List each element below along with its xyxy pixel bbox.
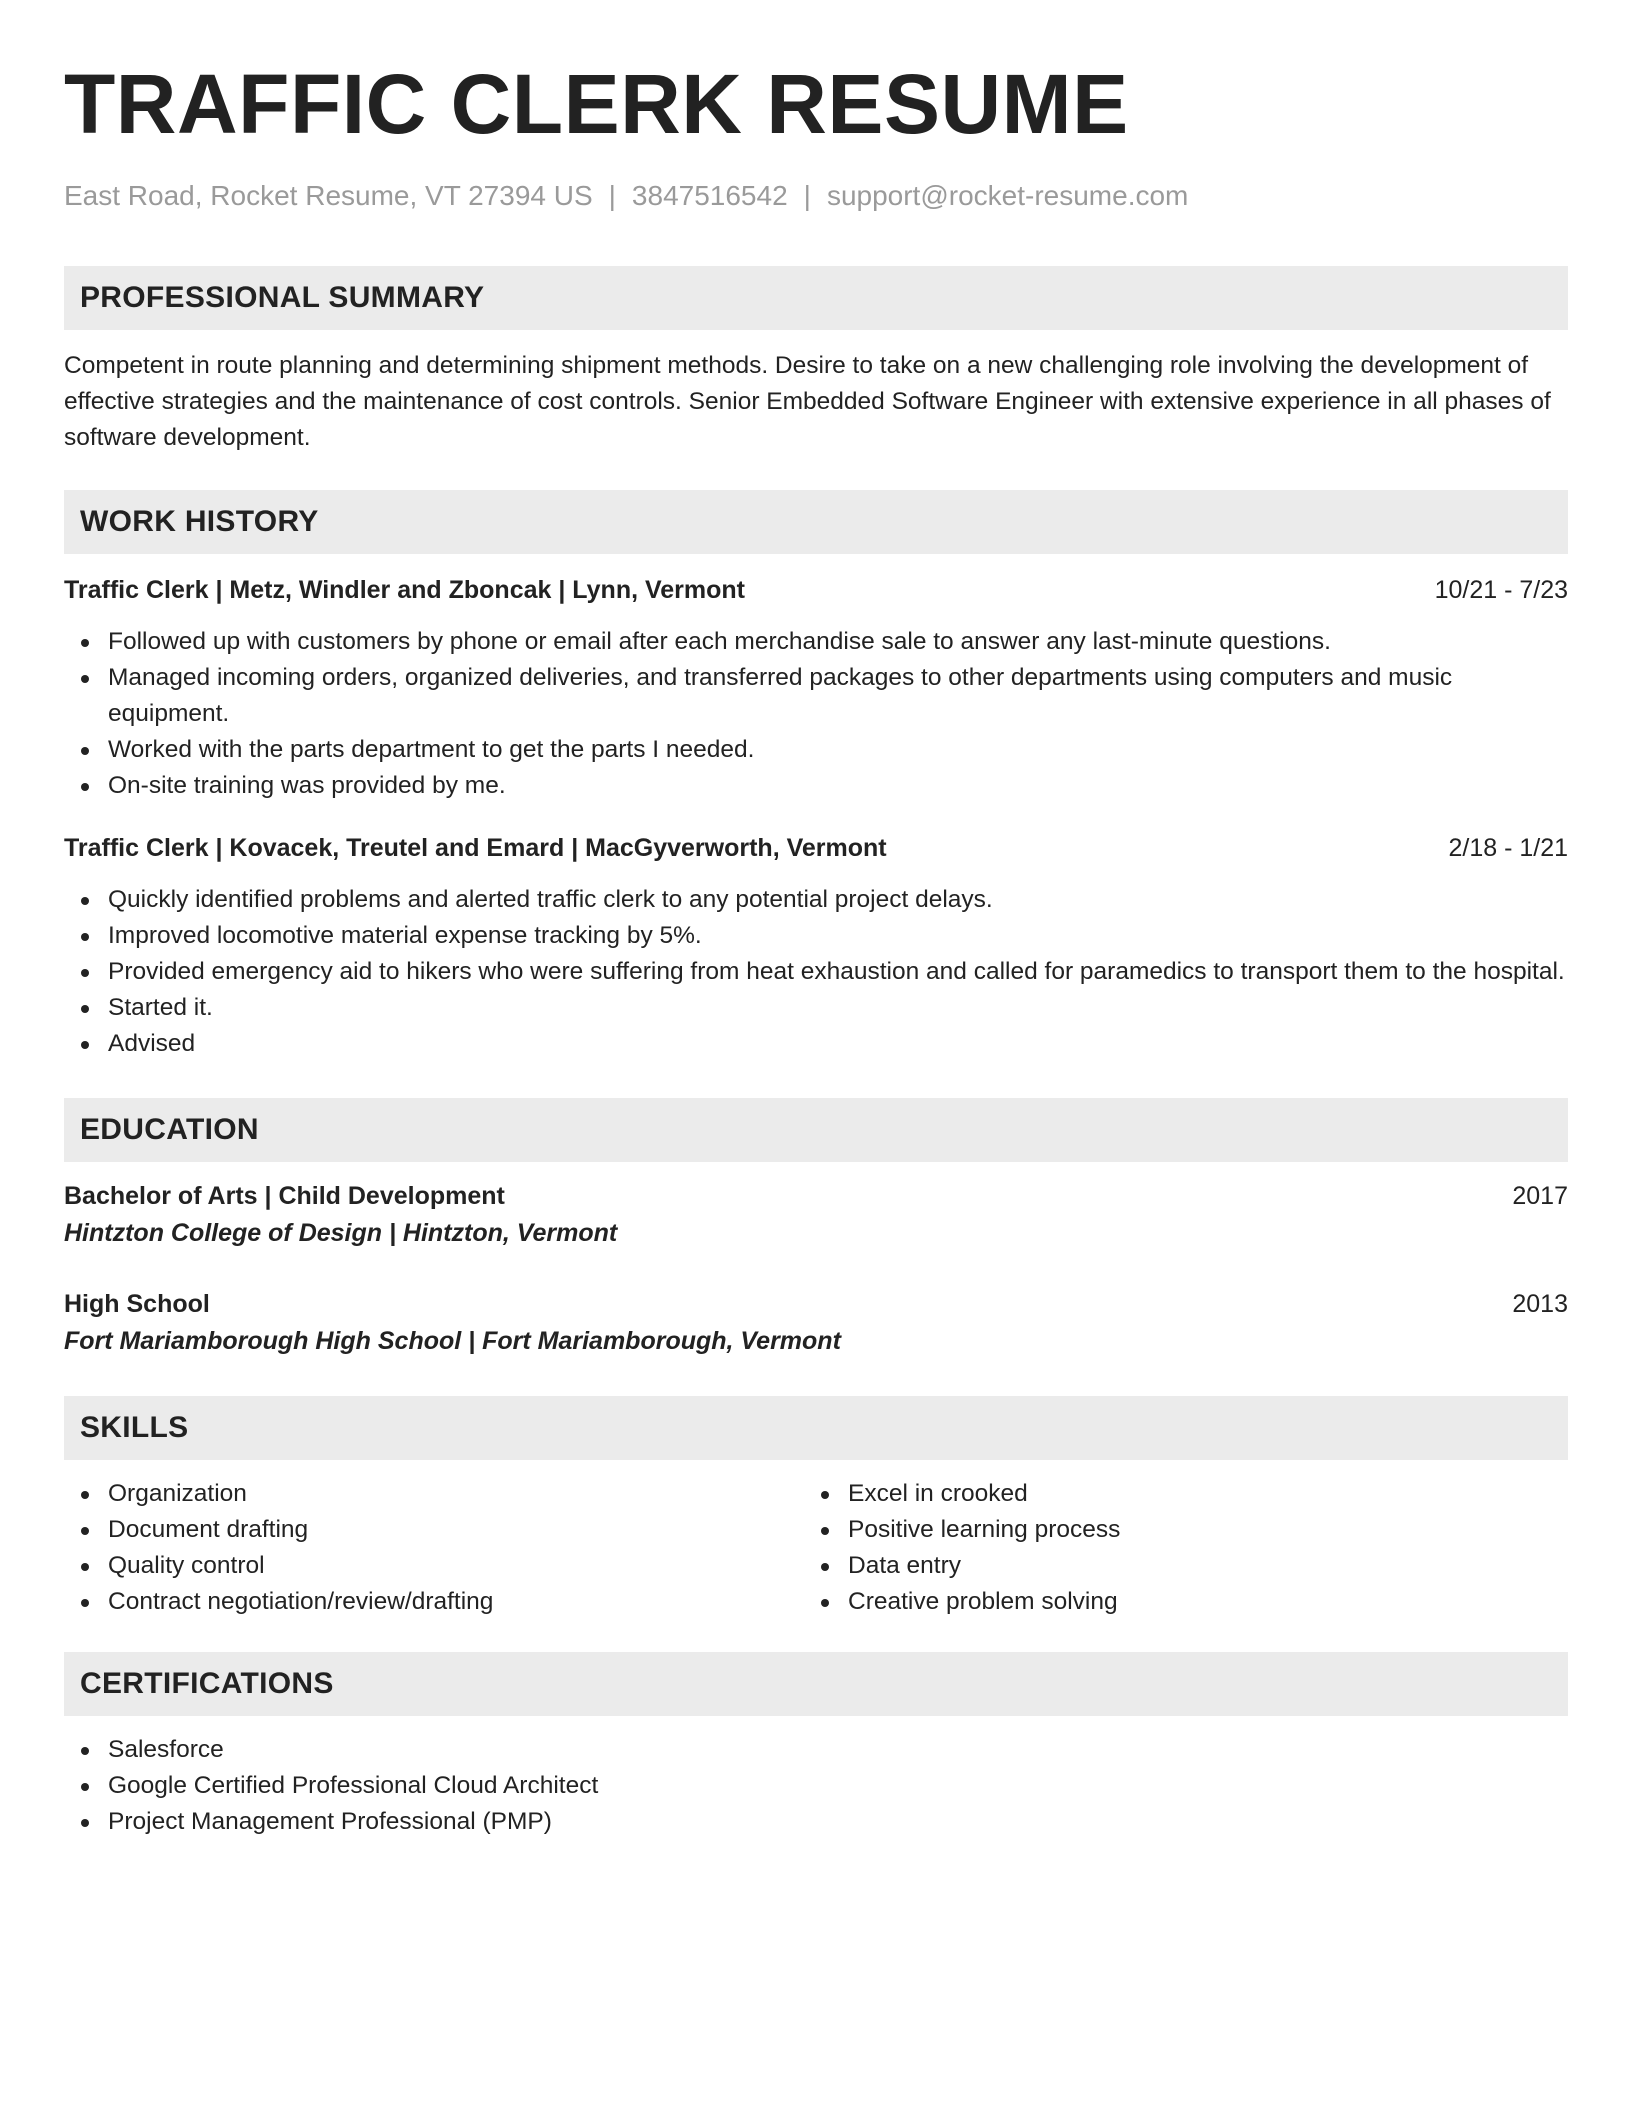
job-dates: 2/18 - 1/21	[1448, 834, 1568, 862]
summary-text: Competent in route planning and determining shipment methods. Desire to take on a new challenging role involving the development of effective strategies and the maintenance of cost controls. Senior Embedded Software Engineer with extensive experience in all phases of software development.	[64, 352, 1551, 451]
education-year: 2017	[1512, 1182, 1568, 1210]
job-bullet: Worked with the parts department to get the parts I needed.	[64, 732, 1568, 768]
contact-line	[64, 178, 1568, 214]
section-heading-skills: SKILLS	[64, 1396, 1568, 1460]
job-bullet: Started it.	[64, 990, 1568, 1026]
skills-columns	[64, 1476, 1568, 1620]
contact-address: East Road, Rocket Resume, VT 27394 US	[64, 180, 593, 211]
education-degree: High School	[64, 1290, 210, 1318]
job-bullet: Managed incoming orders, organized deliveries, and transferred packages to other departments using computers and music equipment.	[64, 660, 1568, 732]
job-title: Traffic Clerk | Kovacek, Treutel and Emard | MacGyverworth, Vermont	[64, 834, 887, 862]
section-heading-education: EDUCATION	[64, 1098, 1568, 1162]
skill-item: Contract negotiation/review/drafting	[64, 1584, 804, 1620]
job-bullets	[64, 882, 1568, 1062]
education-entry	[64, 1286, 1568, 1360]
education-school: Hintzton College of Design | Hintzton, Vermont	[64, 1219, 618, 1247]
section-heading-summary: PROFESSIONAL SUMMARY	[64, 266, 1568, 330]
skill-item: Creative problem solving	[804, 1584, 1544, 1620]
job-bullet: On-site training was provided by me.	[64, 768, 1568, 804]
section-heading-certifications: CERTIFICATIONS	[64, 1652, 1568, 1716]
job-bullet: Followed up with customers by phone or email after each merchandise sale to answer any last-minute questions.	[64, 624, 1568, 660]
contact-phone: 3847516542	[631, 180, 788, 211]
certification-item: Project Management Professional (PMP)	[64, 1804, 1568, 1840]
job-bullet: Improved locomotive material expense tracking by 5%.	[64, 918, 1568, 954]
contact-separator: |	[608, 180, 616, 211]
skill-item: Excel in crooked	[804, 1476, 1544, 1512]
job-header	[64, 572, 1568, 608]
job-bullet: Advised	[64, 1026, 1568, 1062]
education-degree: Bachelor of Arts | Child Development	[64, 1182, 505, 1210]
certifications-list	[64, 1732, 1568, 1840]
job-entry	[64, 572, 1568, 804]
job-entry	[64, 830, 1568, 1062]
skills-list-right	[804, 1476, 1544, 1620]
job-dates: 10/21 - 7/23	[1434, 576, 1568, 604]
education-year: 2013	[1512, 1290, 1568, 1318]
job-bullets	[64, 624, 1568, 804]
job-title: Traffic Clerk | Metz, Windler and Zboncak | Lynn, Vermont	[64, 576, 746, 604]
skill-item: Quality control	[64, 1548, 804, 1584]
skill-item: Data entry	[804, 1548, 1544, 1584]
section-heading-work-history: WORK HISTORY	[64, 490, 1568, 554]
certification-item: Salesforce	[64, 1732, 1568, 1768]
job-bullet: Provided emergency aid to hikers who were suffering from heat exhaustion and called for paramedics to transport them to the hospital.	[64, 954, 1568, 990]
education-header	[64, 1286, 1568, 1322]
contact-email: support@rocket-resume.com	[826, 180, 1189, 211]
certification-item: Google Certified Professional Cloud Architect	[64, 1768, 1568, 1804]
job-header	[64, 830, 1568, 866]
resume-title: TRAFFIC CLERK RESUME	[64, 57, 1129, 151]
skill-item: Positive learning process	[804, 1512, 1544, 1548]
education-entry	[64, 1178, 1568, 1252]
skills-list-left	[64, 1476, 804, 1620]
contact-separator: |	[803, 180, 811, 211]
skill-item: Organization	[64, 1476, 804, 1512]
skill-item: Document drafting	[64, 1512, 804, 1548]
job-bullet: Quickly identified problems and alerted traffic clerk to any potential project delays.	[64, 882, 1568, 918]
education-school: Fort Mariamborough High School | Fort Mariamborough, Vermont	[64, 1327, 841, 1355]
education-header	[64, 1178, 1568, 1214]
